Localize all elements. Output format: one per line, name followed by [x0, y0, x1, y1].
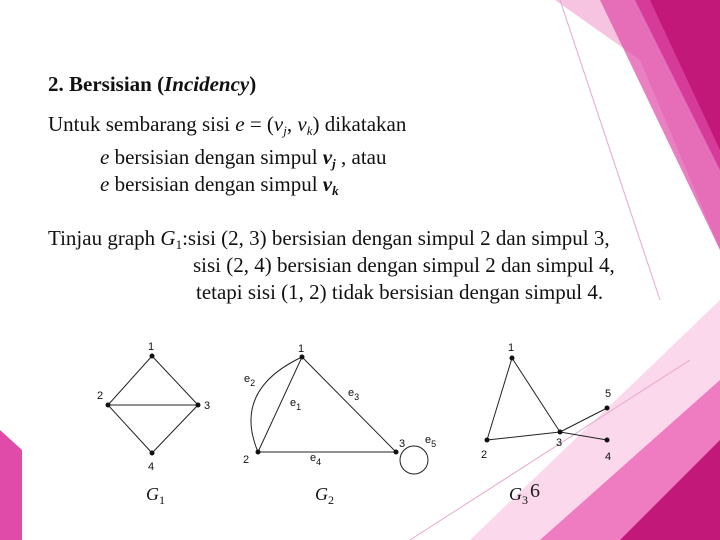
g1-vertex-4 — [150, 451, 155, 456]
g2-edge-e3: $e_3$ — [348, 387, 360, 402]
definition-line: Untuk sembarang sisi $e = (v_j$, $v_k$) dikatakan — [48, 112, 407, 138]
g2-vertex-2 — [256, 450, 261, 455]
graph-g2 — [251, 357, 428, 474]
g2-edge-e2: $e_2$ — [244, 373, 256, 388]
g3-vertex-3 — [558, 430, 563, 435]
g1-label-2: 2 — [97, 390, 104, 402]
g1-vertex-2 — [106, 403, 111, 408]
definition-case-2: e bersisian dengan simpul $v_k$ — [100, 172, 339, 198]
g3-label-2: 2 — [481, 449, 488, 461]
g3-vertex-4 — [605, 438, 610, 443]
g3-name: $G_3$ — [509, 484, 528, 507]
example-line-2: sisi (2, 4) bersisian dengan simpul 2 dan simpul 4, — [193, 253, 615, 277]
g2-vertex-3 — [394, 450, 399, 455]
definition-case-1: e bersisian dengan simpul $v_j$ , atau — [100, 145, 387, 171]
example-line-3: tetapi sisi (1, 2) tidak bersisian dengan simpul 4. — [196, 280, 604, 304]
g2-label-1: 1 — [298, 343, 305, 355]
g3-label-5: 5 — [605, 388, 612, 400]
graph-g3 — [487, 358, 607, 440]
g3-vertex-5 — [605, 406, 610, 411]
g1-label-1: 1 — [148, 341, 155, 353]
g3-vertex-2 — [485, 438, 490, 443]
g3-vertex-1 — [510, 356, 515, 361]
g2-edge-e5: $e_5$ — [425, 434, 437, 449]
g2-label-3: 3 — [399, 438, 406, 450]
g3-label-4: 4 — [605, 451, 612, 463]
section-heading: 2. Bersisian (Incidency) — [48, 72, 257, 96]
g1-vertex-3 — [196, 403, 201, 408]
g3-label-3: 3 — [556, 437, 563, 449]
g1-vertex-1 — [150, 354, 155, 359]
g1-name: $G_1$ — [146, 484, 165, 507]
page-number: 6 — [530, 480, 540, 502]
g2-edge-e1: $e_1$ — [290, 397, 302, 412]
graph-g1 — [108, 356, 198, 453]
g3-label-1: 1 — [508, 342, 515, 354]
g2-label-2: 2 — [243, 454, 250, 466]
g2-name: $G_2$ — [315, 484, 334, 507]
g1-label-4: 4 — [148, 461, 155, 473]
g2-edge-e4: $e_4$ — [310, 452, 322, 467]
g2-vertex-1 — [300, 355, 305, 360]
g1-label-3: 3 — [204, 400, 211, 412]
example-line-1: Tinjau graph $G_1:sisi$ (2, 3) bersisian dengan simpul 2 dan simpul 3, — [48, 226, 610, 252]
